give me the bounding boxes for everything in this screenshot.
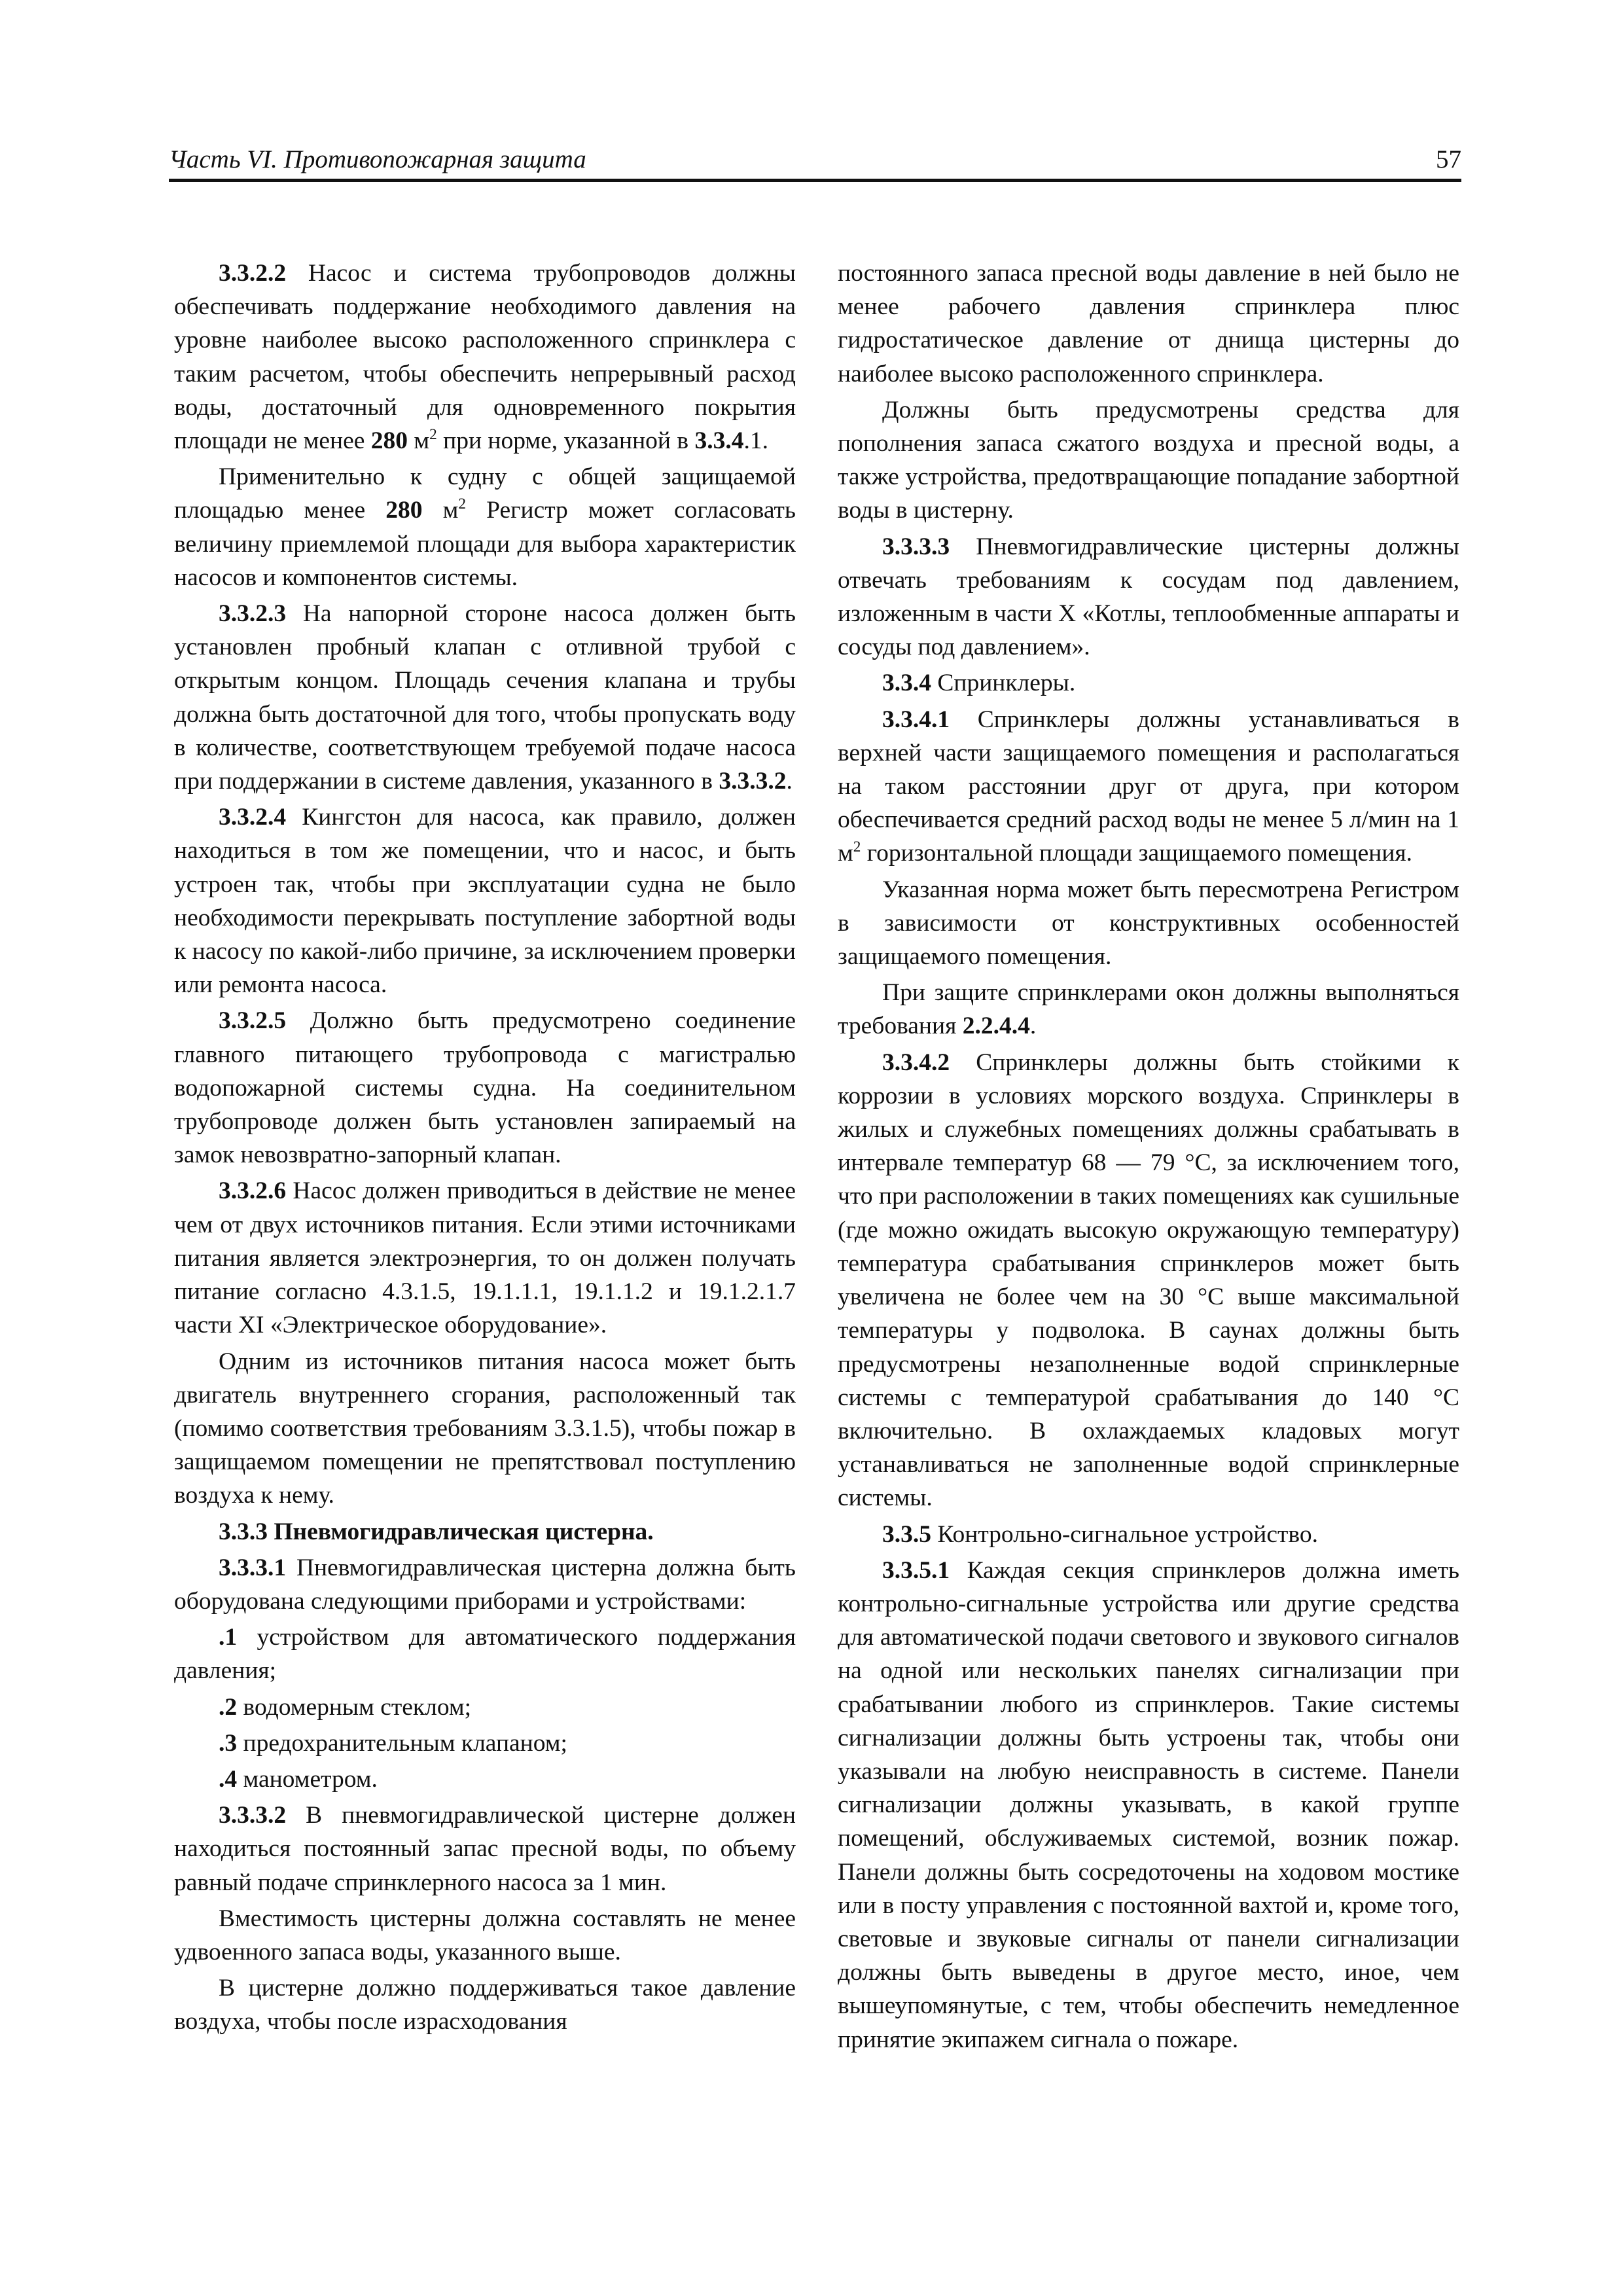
paragraph-3-3-2-2: 3.3.2.2 Насос и система трубопроводов должны обеспечивать поддержание необходимого давления на уровне наиболее высоко расположенного спринклера с таким расчетом, чтобы обеспечить непрерывный расход воды, достаточный для одновременного покрытия площади не менее 280 $м^2$ при норме, указанной в 3.3.4.1. — [174, 260, 796, 455]
clause-number: 3.3.3.1 — [219, 1554, 287, 1581]
section-heading-3-3-5: 3.3.5 Контрольно-сигнальное устройство. — [882, 1520, 1318, 1548]
paragraph-continued: постоянного запаса пресной воды давление в ней было не менее рабочего давления спринклера плюс гидростатическое давление от днища цистерны до наиболее высоко расположенного спринклера. — [838, 260, 1459, 387]
clause-reference: 3.3.4 — [694, 427, 744, 455]
paragraph-3-3-5-1: 3.3.5.1 Каждая секция спринклеров должна иметь контрольно-сигнальные устройства или другие средства для автоматической подачи светового и звукового сигналов на одной или нескольких панелях сигнализации при срабатывании любого из спринклеров. Такие системы сигнализации должны быть устроены так, чтобы они указывали на любую неисправность в системе. Панели сигнализации должны указывать, в какой группе помещений, обслуживаемых системой, возник пожар. Панели должны быть сосредоточены на ходовом мостике или в посту управления с постоянной вахтой и, кроме того, световые и звуковые сигналы от панели сигнализации должны быть выведены в другое место, иное, чем вышеупомянутые, с тем, чтобы обеспечить немедленное принятие экипажем сигнала о пожаре. — [838, 1556, 1459, 2053]
paragraph: Применительно к судну с общей защищаемой площадью менее 280 $м^2$ Регистр может согласовать величину приемлемой площади для выбора характеристик насосов и компонентов системы. — [174, 463, 796, 591]
clause-reference: 3.3.3.2 — [719, 768, 787, 795]
left-column — [174, 257, 796, 2041]
paragraph: Вместимость цистерны должна составлять не менее удвоенного запаса воды, указанного выше. — [174, 1905, 796, 1965]
paragraph-3-3-3-1: 3.3.3.1 Пневмогидравлическая цистерна должна быть оборудована следующими приборами и устройствами: — [174, 1554, 796, 1615]
numeric-value: 280 — [370, 427, 408, 455]
page-number: 57 — [1436, 145, 1461, 173]
list-item: .4 манометром. — [219, 1765, 378, 1793]
clause-number: 3.3.4.2 — [882, 1049, 950, 1076]
clause-number: 3.3.5 — [882, 1520, 931, 1548]
clause-number: 3.3.2.5 — [219, 1007, 287, 1035]
clause-number: 3.3.4 — [882, 670, 931, 697]
paragraph: В цистерне должно поддерживаться такое давление воздуха, чтобы после израсходования — [174, 1975, 796, 2036]
list-item: .1 устройством для автоматического поддержания давления; — [174, 1624, 796, 1685]
clause-reference: 2.2.4.4 — [962, 1013, 1030, 1040]
paragraph-3-3-2-6: 3.3.2.6 Насос должен приводиться в действие не менее чем от двух источников питания. Если этими источниками питания является электроэнергия, то он должен получать питание согласно 4.3.1.5, 19.1.1.1, 19.1.1.2 и 19.1.2.1.7 части XI «Электрическое оборудование». — [174, 1177, 796, 1339]
running-header — [169, 143, 1461, 182]
section-heading-3-3-3: 3.3.3 Пневмогидравлическая цистерна. — [219, 1518, 654, 1545]
clause-number: 3.3.2.2 — [219, 260, 287, 287]
paragraph-3-3-2-3: 3.3.2.3 На напорной стороне насоса должен быть установлен пробный клапан с отливной трубой с открытым концом. Площадь сечения клапана и трубы должна быть достаточной для того, чтобы пропускать воду в количестве, соответствующем требуемой подаче насоса при поддержании в системе давления, указанного в 3.3.3.2. — [174, 600, 796, 795]
section-heading-3-3-4: 3.3.4 Спринклеры. — [882, 670, 1076, 697]
header-title: Часть VI. Противопожарная защита — [169, 145, 586, 173]
list-item: .2 водомерным стеклом; — [219, 1693, 472, 1721]
clause-number: 3.3.2.4 — [219, 804, 287, 831]
paragraph: При защите спринклерами окон должны выполняться требования 2.2.4.4. — [838, 979, 1459, 1040]
clause-number: 3.3.3.3 — [882, 533, 950, 560]
list-number: .3 — [219, 1729, 238, 1757]
paragraph: Одним из источников питания насоса может быть двигатель внутреннего сгорания, расположенный так (помимо соответствия требованиям 3.3.1.5), чтобы пожар в защищаемом помещении не препятствовал поступлению воздуха к нему. — [174, 1348, 796, 1509]
paragraph-3-3-4-1: 3.3.4.1 Спринклеры должны устанавливаться в верхней части защищаемого помещения и располагаться на таком расстоянии друг от друга, при котором обеспечивается средний расход воды не менее 5 л/мин на 1 $м^2$ горизонтальной площади защищаемого помещения. — [838, 706, 1459, 867]
paragraph-3-3-3-2: 3.3.3.2 В пневмогидравлической цистерне должен находиться постоянный запас пресной воды, по объему равный подаче спринклерного насоса за 1 мин. — [174, 1802, 796, 1896]
paragraph-3-3-2-4: 3.3.2.4 Кингстон для насоса, как правило, должен находиться в том же помещении, что и насос, и быть устроен так, чтобы при эксплуатации судна не было необходимости перекрывать поступление забортной воды к насосу по какой-либо причине, за исключением проверки или ремонта насоса. — [174, 804, 796, 999]
paragraph-3-3-3-3: 3.3.3.3 Пневмогидравлические цистерны должны отвечать требованиям к сосудам под давлением, изложенным в части X «Котлы, теплообменные аппараты и сосуды под давлением». — [838, 533, 1459, 661]
paragraph: Должны быть предусмотрены средства для пополнения запаса сжатого воздуха и пресной воды, а также устройства, предотвращающие попадание забортной воды в цистерну. — [838, 396, 1459, 524]
paragraph-3-3-4-2: 3.3.4.2 Спринклеры должны быть стойкими к коррозии в условиях морского воздуха. Спринклеры в жилых и служебных помещениях должны срабатывать в интервале температур 68 — 79 °С, за исключением того, что при расположении в таких помещениях как сушильные (где можно ожидать высокую окружающую температуру) температура срабатывания спринклеров может быть увеличена не более чем на 30 °С выше максимальной температуры у подволока. В саунах должны быть предусмотрены незаполненные водой спринклерные системы с температурой срабатывания до 140 °С включительно. В охлаждаемых кладовых могут устанавливаться не заполненные водой спринклерные системы. — [838, 1049, 1459, 1512]
clause-number: 3.3.2.3 — [219, 600, 287, 628]
clause-number: 3.3.3 — [219, 1518, 268, 1545]
clause-number: 3.3.3.2 — [219, 1802, 287, 1829]
paragraph: Указанная норма может быть пересмотрена Регистром в зависимости от конструктивных особенностей защищаемого помещения. — [838, 876, 1459, 971]
clause-number: 3.3.2.6 — [219, 1177, 287, 1205]
clause-number: 3.3.5.1 — [882, 1556, 950, 1584]
clause-number: 3.3.4.1 — [882, 706, 950, 733]
paragraph-3-3-2-5: 3.3.2.5 Должно быть предусмотрено соединение главного питающего трубопровода с магистралью водопожарной системы судна. На соединительном трубопроводе должен быть установлен запираемый на замок невозвратно-запорный клапан. — [174, 1007, 796, 1169]
list-number: .4 — [219, 1765, 238, 1793]
numeric-value: 280 — [385, 497, 423, 524]
list-number: .2 — [219, 1693, 238, 1721]
list-item: .3 предохранительным клапаном; — [219, 1729, 567, 1757]
list-number: .1 — [219, 1624, 238, 1651]
right-column — [838, 257, 1459, 2059]
